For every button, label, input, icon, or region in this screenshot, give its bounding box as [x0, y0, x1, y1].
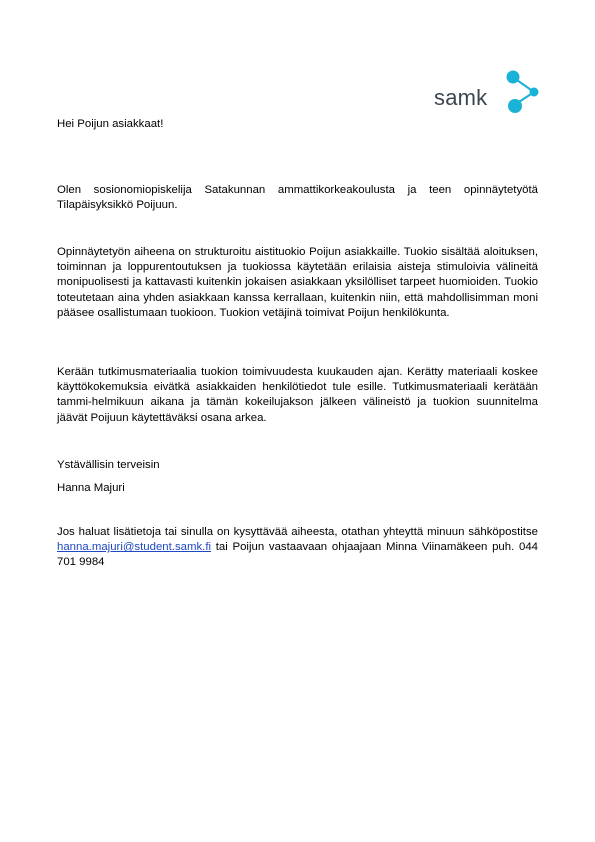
- greeting: Hei Poijun asiakkaat!: [57, 118, 164, 130]
- topic-paragraph: Opinnäytetyön aiheena on strukturoitu aistituokio Poijun asiakkaille. Tuokio sisältää aloituksen, toiminnan ja loppurentoutuksen ja tuokiossa käytetään erilaisia aisteja stimuloivia välineitä monipuolisesti ja kattavasti kuitenkin jokaisen asiakkaan yksilölliset tarpeet huomioiden. Tuokio toteutetaan aina yhden asiakkaan kanssa kerrallaan, kuitenkin niin, että mahdollisimman moni pääsee osallistumaan tuokioon. Tuokion vetäjinä toimivat Poijun henkilökunta.: [57, 246, 538, 319]
- logo-text: samk: [434, 85, 488, 110]
- signature: Hanna Majuri: [57, 482, 125, 494]
- contact-text-after: tai Poijun vastaavaan ohjaajaan Minna Viinamäkeen puh. 044 701 9984: [57, 541, 538, 569]
- contact-text-before: Jos haluat lisätietoja tai sinulla on kysyttävää aiheesta, otathan yhteyttä minuun sähköpostitse: [57, 526, 538, 538]
- research-paragraph: Kerään tutkimusmateriaalia tuokion toimivuudesta kuukauden ajan. Kerätty materiaali koskee käyttökokemuksia eivätkä asiakkaiden henkilötiedot tule esille. Tutkimusmateriaali kerätään tammi-helmikuun aikana ja tämän kokeilujakson jälkeen välineistö ja tuokion suunnitelma jäävät Poijuun käytettäväksi osana arkea.: [57, 366, 538, 424]
- logo-dots-icon: [502, 68, 544, 116]
- closing-line: Ystävällisin terveisin: [57, 459, 160, 471]
- samk-logo: [434, 68, 544, 118]
- email-link[interactable]: hanna.majuri@student.samk.fi: [57, 541, 212, 554]
- intro-paragraph: Olen sosionomiopiskelija Satakunnan ammattikorkeakoulusta ja teen opinnäytetyötä Tilapäisyksikkö Poijuun.: [57, 184, 538, 212]
- contact-paragraph: [57, 525, 538, 571]
